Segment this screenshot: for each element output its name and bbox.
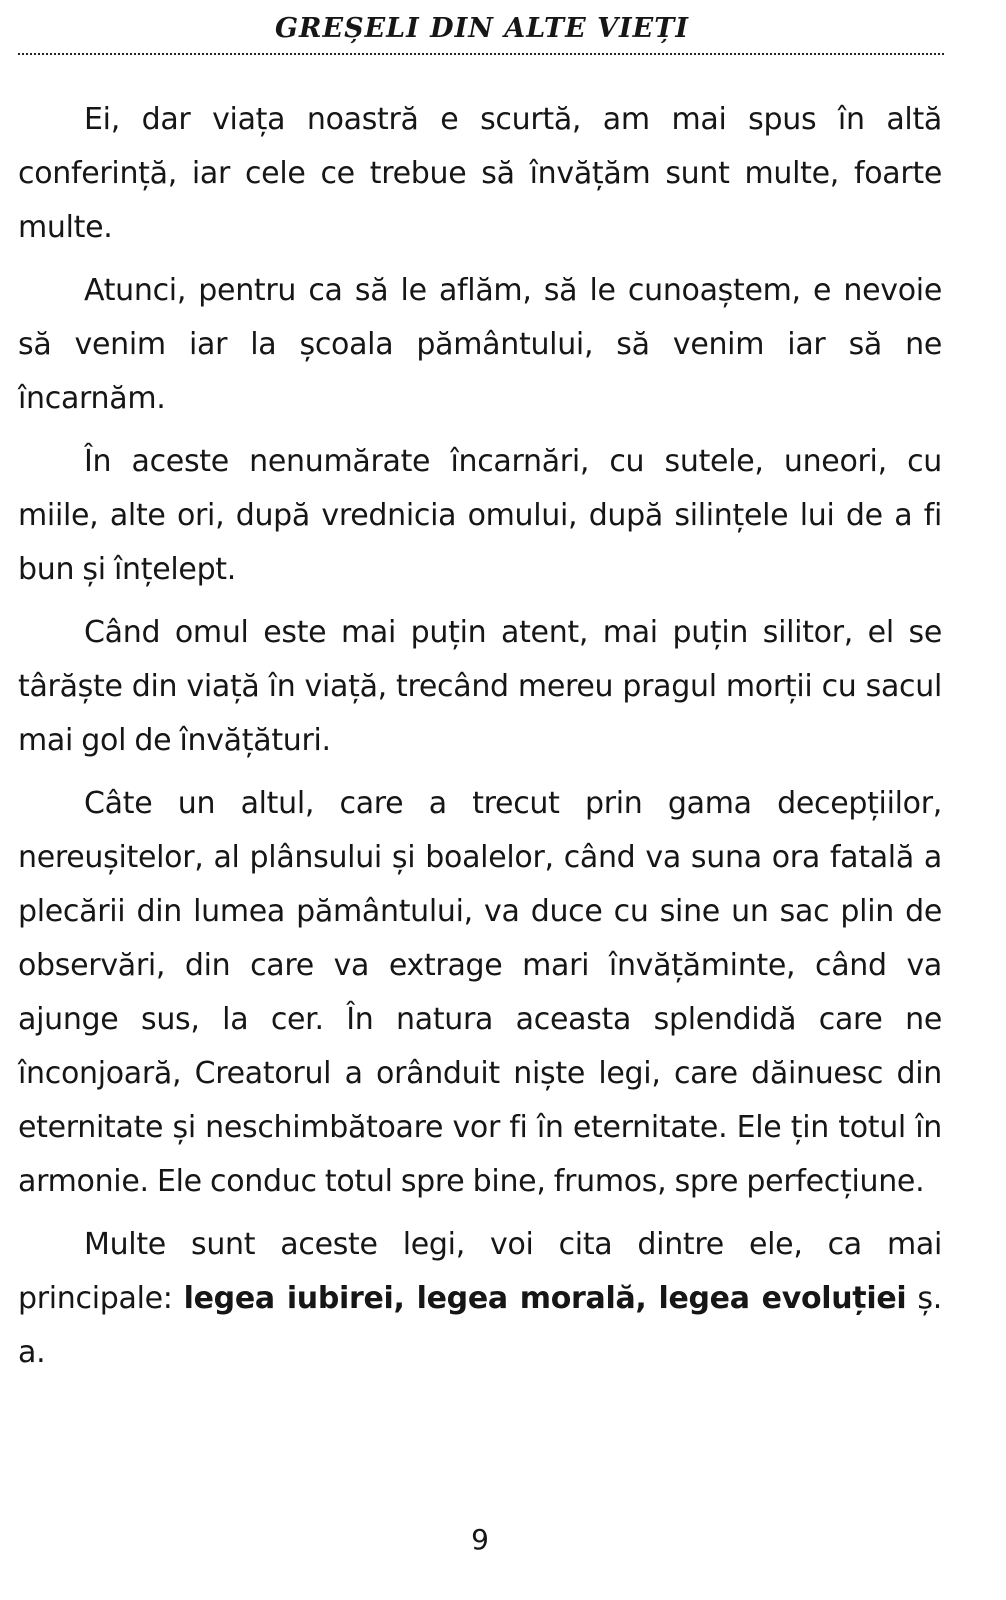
page-number: 9	[471, 1523, 489, 1556]
paragraph-4: Când omul este mai puțin atent, mai puțin silitor, el se târăște din viață în viață, trecând mereu pragul morții cu sacul mai gol de învățături.	[18, 615, 942, 758]
paragraph-6-bold-laws: legea iubirei, legea morală, legea evoluției	[183, 1281, 907, 1316]
paragraph-6-intro: Multe sunt aceste legi, voi cita dintre ele, ca mai principale:	[18, 1227, 942, 1316]
running-head-title: GREȘELI DIN ALTE VIEȚI	[275, 13, 689, 44]
paragraph-2: Atunci, pentru ca să le aflăm, să le cunoaștem, e nevoie să venim iar la școala pământului, să venim iar să ne încarnăm.	[18, 273, 942, 416]
paragraph-6	[18, 1218, 942, 1380]
body-text	[18, 93, 942, 1389]
paragraph-6-outro: ș. a.	[18, 1281, 942, 1370]
header-dotted-rule	[18, 53, 944, 55]
paragraph-3: În aceste nenumărate încarnări, cu sutele, uneori, cu miile, alte ori, după vrednicia omului, după silințele lui de a fi bun și înțelept.	[18, 444, 942, 587]
paragraph-1: Ei, dar viața noastră e scurtă, am mai spus în altă conferință, iar cele ce trebue să învățăm sunt multe, foarte multe.	[18, 102, 942, 245]
paragraph-5: Câte un altul, care a trecut prin gama decepțiilor, nereușitelor, al plânsului și boalelor, când va suna ora fatală a plecării din lumea pământului, va duce cu sine un sac plin de observări, din care va extrage mari învățăminte, când va ajunge sus, la cer. În natura aceasta splendidă care ne înconjoară, Creatorul a orânduit niște legi, care dăinuesc din eternitate și neschimbătoare vor fi în eternitate. Ele țin totul în armonie. Ele conduc totul spre bine, frumos, spre perfecțiune.	[18, 786, 942, 1199]
